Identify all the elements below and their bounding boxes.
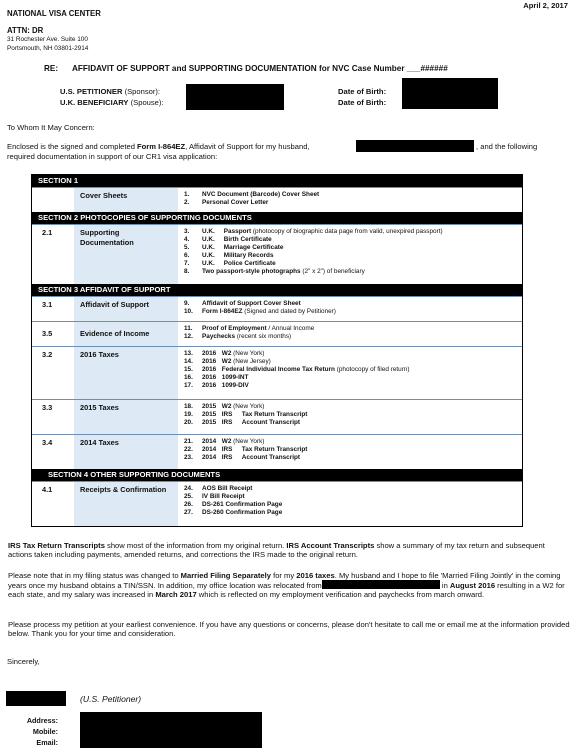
list-item: 10. Form I-864EZ (Signed and dated by Petitioner): [184, 308, 336, 315]
table-row: 3.2 2016 Taxes 13. 2016 W2 (New York) 14. 2016 W2 (New Jersey) 15. 2016 Federal Individual Income Tax Return (photocopy of filed return) 16. 2016 1099-INT 17. 2016 1099-DIV: [32, 346, 522, 399]
section-2-header: SECTION 2 PHOTOCOPIES OF SUPPORTING DOCUMENTS: [32, 212, 522, 224]
table-row: 3.1 Affidavit of Support 9. Affidavit of Support Cover Sheet 10. Form I-864EZ (Signed and dated by Petitioner): [32, 296, 522, 321]
list-item: 12. Paychecks (recent six months): [184, 333, 292, 340]
list-item: 3. U.K. Passport (photocopy of biographic data page from valid, unexpired passport): [184, 228, 443, 235]
list-item: 13. 2016 W2 (New York): [184, 350, 265, 357]
recipient-attn: ATTN: DR: [7, 26, 44, 35]
redacted-dobs: [402, 78, 498, 109]
list-item: 9. Affidavit of Support Cover Sheet: [184, 300, 301, 307]
list-item: 24. AOS Bill Receipt: [184, 485, 253, 492]
table-row: 3.5 Evidence of Income 11. Proof of Employment / Annual Income 12. Paychecks (recent six months): [32, 321, 522, 346]
list-item: 16. 2016 1099-INT: [184, 374, 249, 381]
table-row: 3.4 2014 Taxes 21. 2014 W2 (New York) 22. 2014 IRS Tax Return Transcript 23. 2014 IRS Account Transcript: [32, 434, 522, 469]
list-item: 8. Two passport-style photographs (2" x 2") of beneficiary: [184, 268, 365, 275]
documents-table: [31, 174, 523, 527]
recipient-address-line2: Portsmouth, NH 03801-2914: [7, 45, 89, 52]
redacted-contact-info: [80, 712, 262, 748]
petitioner-dob-label: Date of Birth:: [338, 87, 387, 96]
table-row: 2.1 Supporting Documentation 3. U.K. Passport (photocopy of biographic data page from valid, unexpired passport) 4. U.K. Birth Certificate 5. U.K. Marriage Certificate 6. U.K. Military Records 7. U.K. Police Certificate 8. Two passport-style photographs (2" x 2") of beneficiary: [32, 224, 522, 284]
letter-date: April 2, 2017: [523, 1, 568, 10]
list-item: 18. 2015 W2 (New York): [184, 403, 265, 410]
list-item: 15. 2016 Federal Individual Income Tax Return (photocopy of filed return): [184, 366, 410, 373]
intro-line1-end: , and the following: [476, 142, 538, 151]
intro-line2: required documentation in support of our CR1 visa application:: [7, 152, 218, 161]
section-3-header: SECTION 3 AFFIDAVIT OF SUPPORT: [32, 284, 522, 296]
list-item: 11. Proof of Employment / Annual Income: [184, 325, 315, 332]
list-item: 1. NVC Document (Barcode) Cover Sheet: [184, 191, 320, 198]
section-1-header: SECTION 1: [32, 175, 522, 187]
list-item: 22. 2014 IRS Tax Return Transcript: [184, 446, 308, 453]
beneficiary-dob-label: Date of Birth:: [338, 98, 387, 107]
re-label: RE:: [44, 64, 59, 73]
list-item: 27. DS-260 Confirmation Page: [184, 509, 283, 516]
section-4-header: SECTION 4 OTHER SUPPORTING DOCUMENTS: [32, 469, 522, 481]
closing: Sincerely,: [7, 657, 40, 666]
list-item: 20. 2015 IRS Account Transcript: [184, 419, 301, 426]
recipient-org: NATIONAL VISA CENTER: [7, 9, 101, 18]
redacted-locations: [322, 580, 440, 589]
list-item: 17. 2016 1099-DIV: [184, 382, 249, 389]
list-item: 19. 2015 IRS Tax Return Transcript: [184, 411, 308, 418]
beneficiary-label: U.K. BENEFICIARY (Spouse):: [60, 98, 164, 107]
transcripts-paragraph: IRS Tax Return Transcripts show most of the information from my original return. IRS Account Transcripts show a summary of my tax return and subsequent actions taken including payments, amended returns, and corrections the IRS made to the original return.: [8, 541, 545, 559]
list-item: 25. IV Bill Receipt: [184, 493, 245, 500]
redacted-signature-name: [6, 691, 66, 706]
list-item: 6. U.K. Military Records: [184, 252, 274, 259]
list-item: 7. U.K. Police Certificate: [184, 260, 276, 267]
list-item: 14. 2016 W2 (New Jersey): [184, 358, 271, 365]
signature-role: (U.S. Petitioner): [80, 694, 142, 704]
petitioner-label: U.S. PETITIONER (Sponsor):: [60, 87, 161, 96]
redacted-husband-name: [356, 140, 474, 152]
list-item: 5. U.K. Marriage Certificate: [184, 244, 284, 251]
mobile-label: Mobile:: [32, 727, 58, 736]
table-row: 4.1 Receipts & Confirmation 24. AOS Bill Receipt 25. IV Bill Receipt 26. DS-261 Confirmation Page 27. DS-260 Confirmation Page: [32, 481, 522, 526]
list-item: 2. Personal Cover Letter: [184, 199, 269, 206]
recipient-address-line1: 31 Rochester Ave. Suite 100: [7, 36, 88, 43]
list-item: 21. 2014 W2 (New York): [184, 438, 265, 445]
list-item: 4. U.K. Birth Certificate: [184, 236, 272, 243]
re-subject: AFFIDAVIT OF SUPPORT and SUPPORTING DOCUMENTATION for NVC Case Number ___######: [72, 64, 448, 73]
closing-paragraph: Please process my petition at your earliest convenience. If you have any questions or concerns, please don't hesitate to call me or email me at the information provided below. Thank you for your time and consideration.: [8, 620, 570, 638]
filing-status-paragraph: Please note that in my filing status was changed to Married Filing Separately for my 2016 taxes. My husband and I hope to file 'Married Filing Jointly' in the coming years once my husband obtains a TIN/SSN. In addition, my office location was relocated from in August 2016 resulting in a W2 for each state, and my salary was increased in March 2017 which is reflected on my employment verification and paychecks from march onward.: [8, 571, 565, 599]
table-row: Cover Sheets 1. NVC Document (Barcode) Cover Sheet 2. Personal Cover Letter: [32, 187, 522, 212]
salutation: To Whom It May Concern:: [7, 123, 95, 132]
list-item: 26. DS-261 Confirmation Page: [184, 501, 283, 508]
address-label: Address:: [26, 716, 58, 725]
redacted-names: [186, 84, 284, 110]
list-item: 23. 2014 IRS Account Transcript: [184, 454, 301, 461]
intro-line1: Enclosed is the signed and completed Form I-864EZ, Affidavit of Support for my husband,: [7, 142, 310, 151]
email-label: Email:: [36, 738, 58, 747]
table-row: 3.3 2015 Taxes 18. 2015 W2 (New York) 19. 2015 IRS Tax Return Transcript 20. 2015 IRS Account Transcript: [32, 399, 522, 434]
